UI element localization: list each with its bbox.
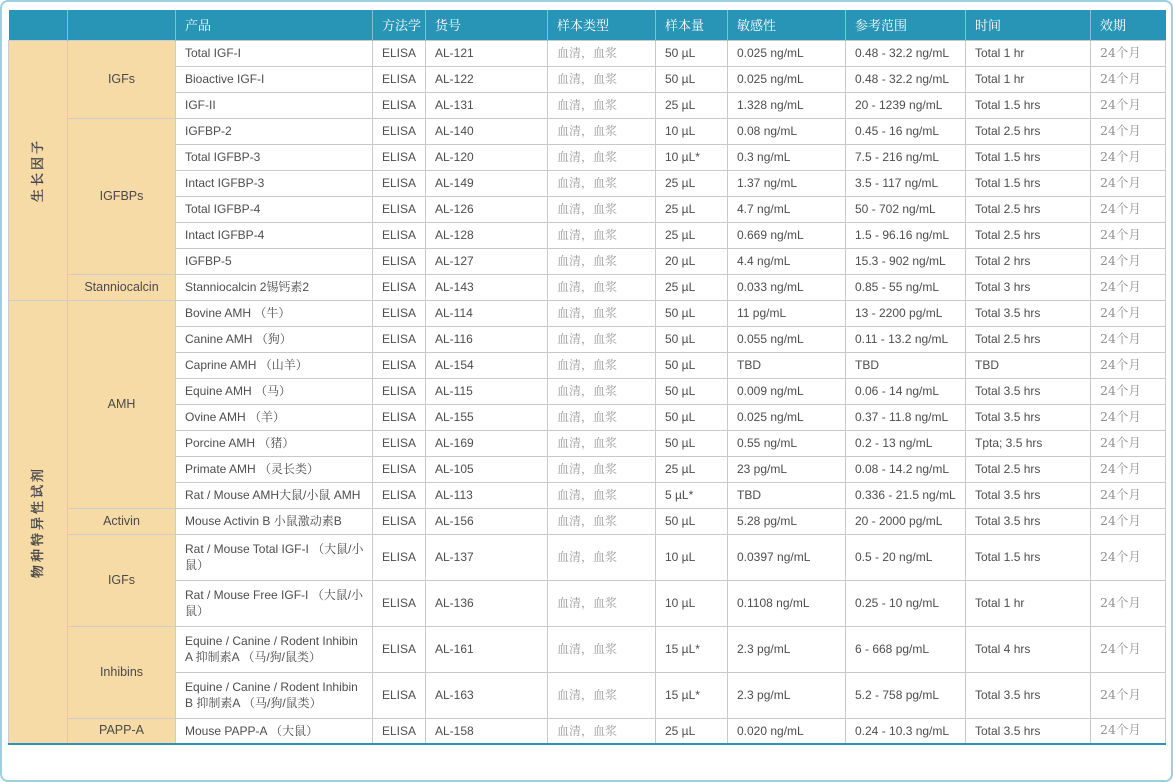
sample-type-cell: 血清，血浆 <box>548 456 656 482</box>
shelf-life-cell: 24个月 <box>1091 672 1166 718</box>
sample-type-cell: 血清，血浆 <box>548 482 656 508</box>
product-cell: Equine / Canine / Rodent Inhibin B 抑制素A （马/狗/鼠类） <box>176 672 373 718</box>
sample-type-cell: 血清，血浆 <box>548 196 656 222</box>
table-row <box>9 378 1166 404</box>
volume-cell: 25 µL <box>656 222 728 248</box>
method-cell: ELISA <box>373 672 426 718</box>
time-cell: Total 1.5 hrs <box>966 144 1091 170</box>
method-cell: ELISA <box>373 508 426 534</box>
time-cell: Total 3 hrs <box>966 274 1091 300</box>
sensitivity-cell: 2.3 pg/mL <box>728 626 846 672</box>
sample-type-cell: 血清，血浆 <box>548 352 656 378</box>
product-cell: Equine / Canine / Rodent Inhibin A 抑制素A （马/狗/鼠类） <box>176 626 373 672</box>
table-row <box>9 672 1166 718</box>
catalog-cell: AL-120 <box>426 144 548 170</box>
sensitivity-cell: 0.033 ng/mL <box>728 274 846 300</box>
product-cell: Bovine AMH （牛） <box>176 300 373 326</box>
table-row <box>9 170 1166 196</box>
reference-range-cell: 3.5 - 117 ng/mL <box>846 170 966 196</box>
volume-cell: 20 µL <box>656 248 728 274</box>
sensitivity-cell: 0.025 ng/mL <box>728 404 846 430</box>
shelf-life-cell: 24个月 <box>1091 626 1166 672</box>
sensitivity-cell: 1.328 ng/mL <box>728 92 846 118</box>
group-label <box>9 300 68 744</box>
header-cell-product: 产品 <box>176 10 373 40</box>
sample-type-cell: 血清，血浆 <box>548 508 656 534</box>
reference-range-cell: 20 - 1239 ng/mL <box>846 92 966 118</box>
product-cell: Porcine AMH （猪） <box>176 430 373 456</box>
shelf-life-cell: 24个月 <box>1091 352 1166 378</box>
sample-type-cell: 血清，血浆 <box>548 92 656 118</box>
catalog-cell: AL-156 <box>426 508 548 534</box>
catalog-cell: AL-163 <box>426 672 548 718</box>
method-cell: ELISA <box>373 534 426 580</box>
header-cell-time: 时间 <box>966 10 1091 40</box>
sensitivity-cell: 4.4 ng/mL <box>728 248 846 274</box>
reference-range-cell: 0.24 - 10.3 ng/mL <box>846 718 966 744</box>
table-row <box>9 326 1166 352</box>
header-cell-sample-type: 样本类型 <box>548 10 656 40</box>
method-cell: ELISA <box>373 196 426 222</box>
product-cell: Primate AMH （灵长类） <box>176 456 373 482</box>
method-cell: ELISA <box>373 456 426 482</box>
product-cell: Total IGFBP-4 <box>176 196 373 222</box>
table-row <box>9 248 1166 274</box>
sample-type-cell: 血清，血浆 <box>548 170 656 196</box>
catalog-cell: AL-127 <box>426 248 548 274</box>
subgroup-label: Activin <box>68 508 176 534</box>
product-cell: Rat / Mouse Total IGF-I （大鼠/小鼠） <box>176 534 373 580</box>
product-cell: Total IGF-I <box>176 40 373 66</box>
sample-type-cell: 血清，血浆 <box>548 672 656 718</box>
sample-type-cell: 血清，血浆 <box>548 248 656 274</box>
sample-type-cell: 血清，血浆 <box>548 222 656 248</box>
reference-range-cell: 0.2 - 13 ng/mL <box>846 430 966 456</box>
reference-range-cell: 1.5 - 96.16 ng/mL <box>846 222 966 248</box>
reference-range-cell: 0.336 - 21.5 ng/mL <box>846 482 966 508</box>
reference-range-cell: 0.45 - 16 ng/mL <box>846 118 966 144</box>
volume-cell: 10 µL <box>656 534 728 580</box>
subgroup-label: AMH <box>68 300 176 508</box>
reference-range-cell: 0.11 - 13.2 ng/mL <box>846 326 966 352</box>
product-cell: Intact IGFBP-3 <box>176 170 373 196</box>
reference-range-cell: 0.85 - 55 ng/mL <box>846 274 966 300</box>
sensitivity-cell: TBD <box>728 482 846 508</box>
sample-type-cell: 血清，血浆 <box>548 404 656 430</box>
table-row <box>9 352 1166 378</box>
method-cell: ELISA <box>373 144 426 170</box>
time-cell: Total 3.5 hrs <box>966 718 1091 744</box>
method-cell: ELISA <box>373 430 426 456</box>
method-cell: ELISA <box>373 404 426 430</box>
volume-cell: 50 µL <box>656 300 728 326</box>
sensitivity-cell: 0.669 ng/mL <box>728 222 846 248</box>
volume-cell: 25 µL <box>656 718 728 744</box>
sample-type-cell: 血清，血浆 <box>548 378 656 404</box>
volume-cell: 50 µL <box>656 508 728 534</box>
catalog-cell: AL-161 <box>426 626 548 672</box>
table-row <box>9 534 1166 580</box>
catalog-cell: AL-155 <box>426 404 548 430</box>
group-label <box>9 40 68 300</box>
group-label-text: 物种特异性试剂 <box>30 465 46 578</box>
shelf-life-cell: 24个月 <box>1091 170 1166 196</box>
subgroup-label: PAPP-A <box>68 718 176 744</box>
catalog-cell: AL-115 <box>426 378 548 404</box>
subgroup-label: IGFBPs <box>68 118 176 274</box>
header-cell-sensitivity: 敏感性 <box>728 10 846 40</box>
header-cell-method: 方法学 <box>373 10 426 40</box>
volume-cell: 50 µL <box>656 66 728 92</box>
method-cell: ELISA <box>373 580 426 626</box>
volume-cell: 50 µL <box>656 378 728 404</box>
sensitivity-cell: 0.3 ng/mL <box>728 144 846 170</box>
product-table <box>8 10 1166 745</box>
sensitivity-cell: 0.025 ng/mL <box>728 40 846 66</box>
table-row <box>9 430 1166 456</box>
product-cell: Canine AMH （狗） <box>176 326 373 352</box>
catalog-cell: AL-121 <box>426 40 548 66</box>
volume-cell: 10 µL <box>656 118 728 144</box>
shelf-life-cell: 24个月 <box>1091 456 1166 482</box>
time-cell: Total 2.5 hrs <box>966 326 1091 352</box>
method-cell: ELISA <box>373 118 426 144</box>
time-cell: Total 3.5 hrs <box>966 672 1091 718</box>
sample-type-cell: 血清，血浆 <box>548 300 656 326</box>
method-cell: ELISA <box>373 352 426 378</box>
volume-cell: 25 µL <box>656 170 728 196</box>
method-cell: ELISA <box>373 378 426 404</box>
table-row <box>9 274 1166 300</box>
shelf-life-cell: 24个月 <box>1091 482 1166 508</box>
catalog-cell: AL-169 <box>426 430 548 456</box>
method-cell: ELISA <box>373 482 426 508</box>
shelf-life-cell: 24个月 <box>1091 326 1166 352</box>
time-cell: Total 1.5 hrs <box>966 534 1091 580</box>
volume-cell: 25 µL <box>656 274 728 300</box>
product-cell: IGFBP-5 <box>176 248 373 274</box>
volume-cell: 10 µL <box>656 580 728 626</box>
time-cell: Total 3.5 hrs <box>966 482 1091 508</box>
shelf-life-cell: 24个月 <box>1091 66 1166 92</box>
time-cell: Total 1.5 hrs <box>966 170 1091 196</box>
table-row <box>9 456 1166 482</box>
table-row <box>9 66 1166 92</box>
table-row <box>9 300 1166 326</box>
time-cell: Total 1 hr <box>966 40 1091 66</box>
catalog-cell: AL-149 <box>426 170 548 196</box>
sensitivity-cell: 1.37 ng/mL <box>728 170 846 196</box>
product-cell: Stanniocalcin 2锡钙素2 <box>176 274 373 300</box>
method-cell: ELISA <box>373 626 426 672</box>
time-cell: Total 2.5 hrs <box>966 196 1091 222</box>
shelf-life-cell: 24个月 <box>1091 118 1166 144</box>
time-cell: Total 2 hrs <box>966 248 1091 274</box>
sensitivity-cell: 0.55 ng/mL <box>728 430 846 456</box>
method-cell: ELISA <box>373 274 426 300</box>
product-cell: IGF-II <box>176 92 373 118</box>
sensitivity-cell: 0.025 ng/mL <box>728 66 846 92</box>
reference-range-cell: 0.37 - 11.8 ng/mL <box>846 404 966 430</box>
volume-cell: 10 µL* <box>656 144 728 170</box>
table-header <box>9 10 1166 40</box>
header-cell-catalog: 货号 <box>426 10 548 40</box>
table-row <box>9 508 1166 534</box>
sensitivity-cell: 23 pg/mL <box>728 456 846 482</box>
product-cell: Equine AMH （马） <box>176 378 373 404</box>
shelf-life-cell: 24个月 <box>1091 92 1166 118</box>
sample-type-cell: 血清，血浆 <box>548 40 656 66</box>
reference-range-cell: 0.48 - 32.2 ng/mL <box>846 40 966 66</box>
sensitivity-cell: 2.3 pg/mL <box>728 672 846 718</box>
table-row <box>9 92 1166 118</box>
reference-range-cell: 20 - 2000 pg/mL <box>846 508 966 534</box>
header-cell-group <box>9 10 68 40</box>
volume-cell: 50 µL <box>656 326 728 352</box>
reference-range-cell: 7.5 - 216 ng/mL <box>846 144 966 170</box>
product-cell: Bioactive IGF-I <box>176 66 373 92</box>
catalog-cell: AL-158 <box>426 718 548 744</box>
sensitivity-cell: 0.009 ng/mL <box>728 378 846 404</box>
time-cell: Total 3.5 hrs <box>966 508 1091 534</box>
reference-range-cell: 15.3 - 902 ng/mL <box>846 248 966 274</box>
product-cell: IGFBP-2 <box>176 118 373 144</box>
table-row <box>9 196 1166 222</box>
sample-type-cell: 血清，血浆 <box>548 326 656 352</box>
sensitivity-cell: TBD <box>728 352 846 378</box>
sample-type-cell: 血清，血浆 <box>548 718 656 744</box>
method-cell: ELISA <box>373 222 426 248</box>
shelf-life-cell: 24个月 <box>1091 534 1166 580</box>
time-cell: Tpta; 3.5 hrs <box>966 430 1091 456</box>
sample-type-cell: 血清，血浆 <box>548 580 656 626</box>
sensitivity-cell: 0.055 ng/mL <box>728 326 846 352</box>
product-cell: Rat / Mouse Free IGF-I （大鼠/小鼠） <box>176 580 373 626</box>
time-cell: Total 4 hrs <box>966 626 1091 672</box>
table-row <box>9 718 1166 744</box>
volume-cell: 5 µL* <box>656 482 728 508</box>
shelf-life-cell: 24个月 <box>1091 404 1166 430</box>
catalog-cell: AL-126 <box>426 196 548 222</box>
sensitivity-cell: 0.020 ng/mL <box>728 718 846 744</box>
reference-range-cell: 0.06 - 14 ng/mL <box>846 378 966 404</box>
volume-cell: 15 µL* <box>656 672 728 718</box>
method-cell: ELISA <box>373 66 426 92</box>
sample-type-cell: 血清，血浆 <box>548 66 656 92</box>
shelf-life-cell: 24个月 <box>1091 378 1166 404</box>
reference-range-cell: 0.5 - 20 ng/mL <box>846 534 966 580</box>
sample-type-cell: 血清，血浆 <box>548 118 656 144</box>
shelf-life-cell: 24个月 <box>1091 222 1166 248</box>
volume-cell: 15 µL* <box>656 626 728 672</box>
product-cell: Mouse PAPP-A （大鼠） <box>176 718 373 744</box>
product-cell: Rat / Mouse AMH大鼠/小鼠 AMH <box>176 482 373 508</box>
sensitivity-cell: 0.08 ng/mL <box>728 118 846 144</box>
volume-cell: 50 µL <box>656 352 728 378</box>
product-cell: Total IGFBP-3 <box>176 144 373 170</box>
sample-type-cell: 血清，血浆 <box>548 534 656 580</box>
shelf-life-cell: 24个月 <box>1091 580 1166 626</box>
method-cell: ELISA <box>373 40 426 66</box>
volume-cell: 50 µL <box>656 404 728 430</box>
shelf-life-cell: 24个月 <box>1091 40 1166 66</box>
reference-range-cell: 0.08 - 14.2 ng/mL <box>846 456 966 482</box>
product-cell: Mouse Activin B 小鼠激动素B <box>176 508 373 534</box>
catalog-cell: AL-116 <box>426 326 548 352</box>
sensitivity-cell: 0.0397 ng/mL <box>728 534 846 580</box>
table-row <box>9 144 1166 170</box>
sample-type-cell: 血清，血浆 <box>548 626 656 672</box>
time-cell: Total 1 hr <box>966 580 1091 626</box>
shelf-life-cell: 24个月 <box>1091 300 1166 326</box>
method-cell: ELISA <box>373 326 426 352</box>
catalog-cell: AL-128 <box>426 222 548 248</box>
time-cell: Total 2.5 hrs <box>966 118 1091 144</box>
product-cell: Ovine AMH （羊） <box>176 404 373 430</box>
time-cell: Total 1 hr <box>966 66 1091 92</box>
reference-range-cell: 0.25 - 10 ng/mL <box>846 580 966 626</box>
sample-type-cell: 血清，血浆 <box>548 274 656 300</box>
method-cell: ELISA <box>373 300 426 326</box>
reference-range-cell: 50 - 702 ng/mL <box>846 196 966 222</box>
method-cell: ELISA <box>373 718 426 744</box>
shelf-life-cell: 24个月 <box>1091 196 1166 222</box>
sample-type-cell: 血清，血浆 <box>548 144 656 170</box>
catalog-cell: AL-113 <box>426 482 548 508</box>
shelf-life-cell: 24个月 <box>1091 430 1166 456</box>
group-label-text: 生长因子 <box>30 137 46 203</box>
header-cell-reference-range: 参考范围 <box>846 10 966 40</box>
catalog-cell: AL-140 <box>426 118 548 144</box>
table-body <box>9 40 1166 744</box>
header-cell-subgroup <box>68 10 176 40</box>
catalog-cell: AL-105 <box>426 456 548 482</box>
shelf-life-cell: 24个月 <box>1091 144 1166 170</box>
time-cell: Total 2.5 hrs <box>966 456 1091 482</box>
header-cell-shelf-life: 效期 <box>1091 10 1166 40</box>
subgroup-label: Inhibins <box>68 626 176 718</box>
sensitivity-cell: 5.28 pg/mL <box>728 508 846 534</box>
header-cell-volume: 样本量 <box>656 10 728 40</box>
time-cell: Total 3.5 hrs <box>966 404 1091 430</box>
sensitivity-cell: 0.1108 ng/mL <box>728 580 846 626</box>
sensitivity-cell: 11 pg/mL <box>728 300 846 326</box>
table-row <box>9 626 1166 672</box>
volume-cell: 50 µL <box>656 40 728 66</box>
shelf-life-cell: 24个月 <box>1091 274 1166 300</box>
catalog-cell: AL-114 <box>426 300 548 326</box>
catalog-cell: AL-136 <box>426 580 548 626</box>
subgroup-label: IGFs <box>68 40 176 118</box>
time-cell: Total 3.5 hrs <box>966 378 1091 404</box>
volume-cell: 25 µL <box>656 456 728 482</box>
sensitivity-cell: 4.7 ng/mL <box>728 196 846 222</box>
catalog-cell: AL-122 <box>426 66 548 92</box>
catalog-cell: AL-143 <box>426 274 548 300</box>
method-cell: ELISA <box>373 92 426 118</box>
volume-cell: 50 µL <box>656 430 728 456</box>
reference-range-cell: 6 - 668 pg/mL <box>846 626 966 672</box>
catalog-cell: AL-131 <box>426 92 548 118</box>
subgroup-label: IGFs <box>68 534 176 626</box>
table-row <box>9 482 1166 508</box>
product-cell: Caprine AMH （山羊） <box>176 352 373 378</box>
table-row <box>9 580 1166 626</box>
table-row <box>9 40 1166 66</box>
time-cell: Total 2.5 hrs <box>966 222 1091 248</box>
reference-range-cell: 5.2 - 758 pg/mL <box>846 672 966 718</box>
table-row <box>9 222 1166 248</box>
shelf-life-cell: 24个月 <box>1091 508 1166 534</box>
header-row <box>9 10 1166 40</box>
volume-cell: 25 µL <box>656 196 728 222</box>
catalog-cell: AL-154 <box>426 352 548 378</box>
time-cell: Total 1.5 hrs <box>966 92 1091 118</box>
reference-range-cell: 0.48 - 32.2 ng/mL <box>846 66 966 92</box>
reference-range-cell: TBD <box>846 352 966 378</box>
reference-range-cell: 13 - 2200 pg/mL <box>846 300 966 326</box>
catalog-cell: AL-137 <box>426 534 548 580</box>
sample-type-cell: 血清，血浆 <box>548 430 656 456</box>
shelf-life-cell: 24个月 <box>1091 718 1166 744</box>
product-cell: Intact IGFBP-4 <box>176 222 373 248</box>
time-cell: Total 3.5 hrs <box>966 300 1091 326</box>
volume-cell: 25 µL <box>656 92 728 118</box>
table-row <box>9 118 1166 144</box>
subgroup-label: Stanniocalcin <box>68 274 176 300</box>
time-cell: TBD <box>966 352 1091 378</box>
method-cell: ELISA <box>373 248 426 274</box>
method-cell: ELISA <box>373 170 426 196</box>
table-row <box>9 404 1166 430</box>
shelf-life-cell: 24个月 <box>1091 248 1166 274</box>
